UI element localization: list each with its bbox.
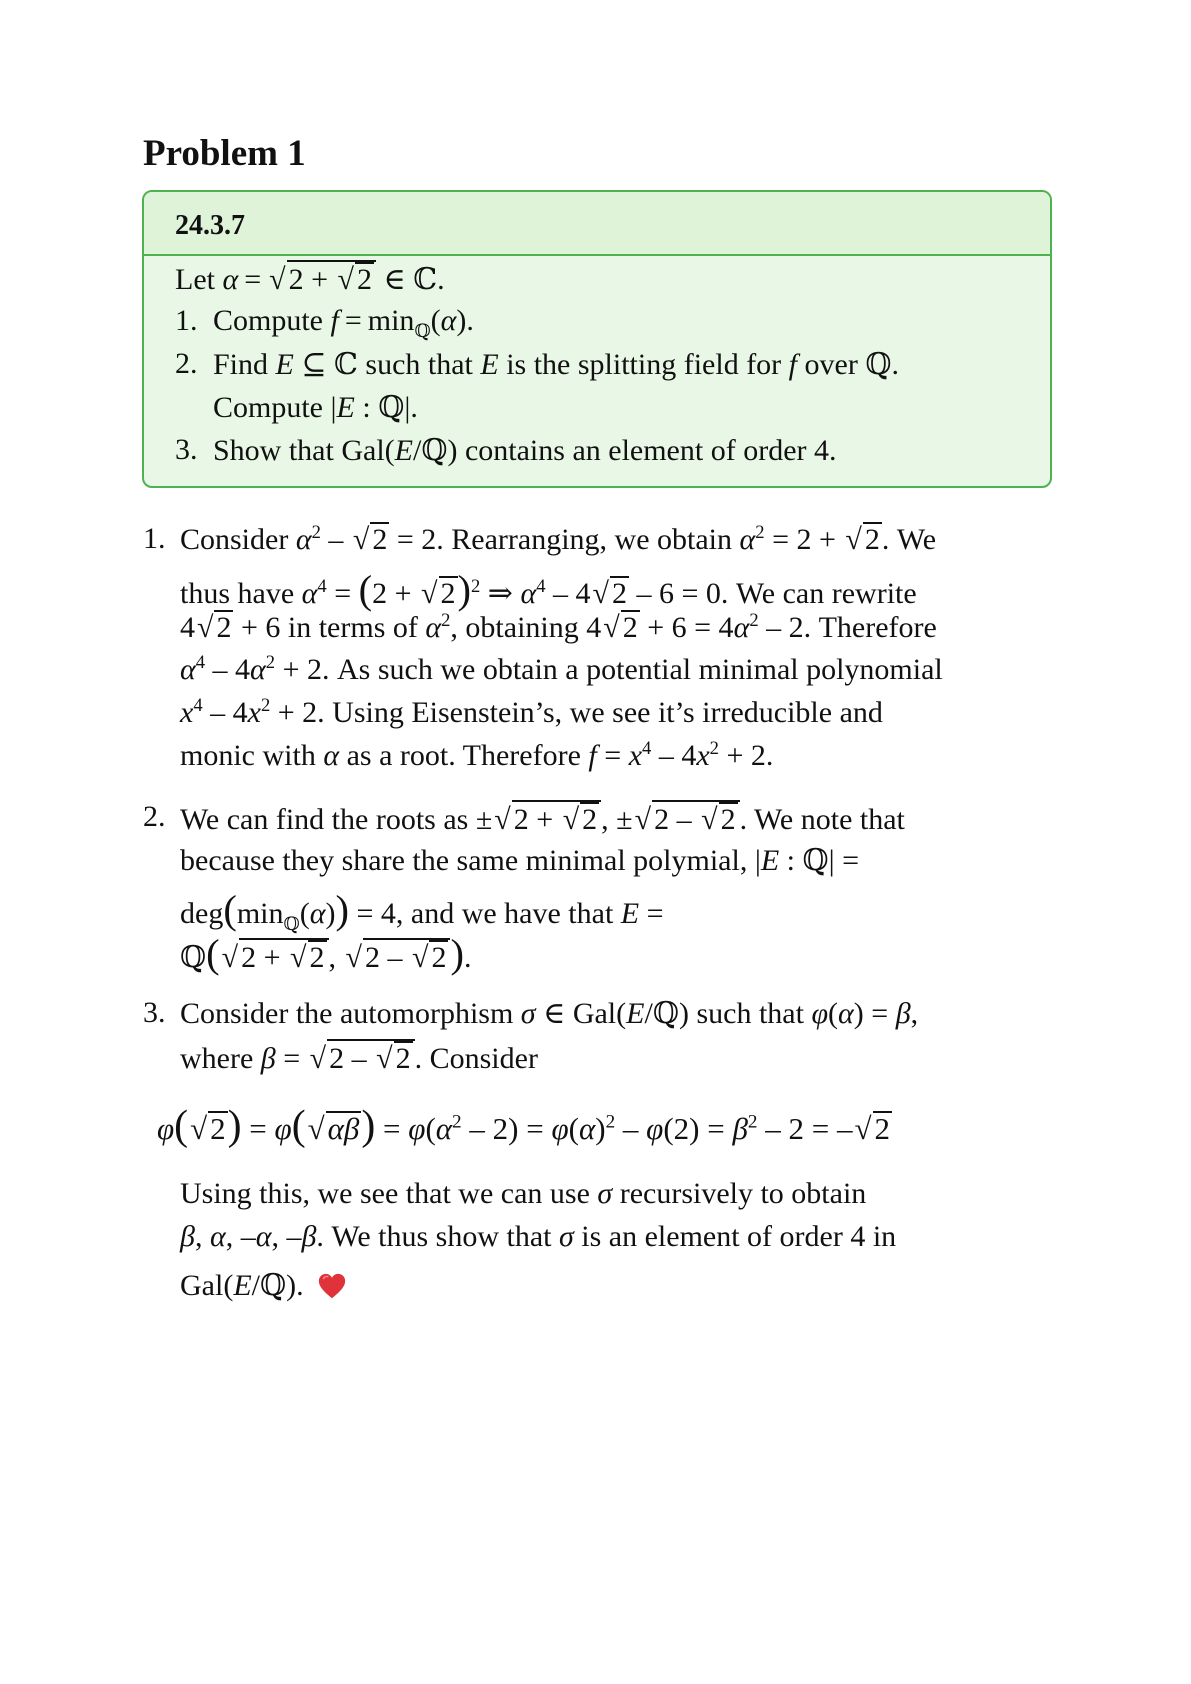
let-label: Let: [175, 263, 215, 296]
problem-box: [142, 190, 1052, 488]
problem-item: Compute $f = \min_ℚ(\alpha)$.: [213, 304, 474, 342]
answer-2-line: ℚ(√ 2 + √ 2 , √ 2 – √ 2).: [180, 931, 472, 976]
problem-statement: Let α = √ 2 + √ 2 ∈ ℂ.: [175, 262, 445, 297]
answer-2-line: We can find the roots as ±√ 2 + √ 2 , ±√ 2 – √ 2 . We note that: [180, 800, 905, 837]
problem-box-header: [144, 192, 1050, 256]
display-equation: $\varphi(√2) = \varphi(√\alpha\beta) = \varphi(\alpha^2 - 2) = \varphi(\alpha)^2 - \varphi(2) = \beta^2 - 2 = -√2$: [157, 1103, 891, 1149]
answer-1-line: thus have $\alpha^4 = (2$ + √ 2)$^2$ ⇒ $\alpha^4 - 4√$ 2 – 6 = 0. We can rewrite: [180, 567, 917, 612]
answer-2-line: $deg(\min_ℚ(\alpha)) = 4$, and we have that E =: [180, 887, 664, 935]
answer-3-line: Using this, we see that we can use σ recursively to obtain: [180, 1177, 867, 1210]
answer-1-line: monic with α as a root. Therefore $f = x^4 - 4x^2 + 2$.: [180, 738, 774, 772]
answer-number: 2.: [143, 800, 166, 833]
problem-item-number: 1.: [175, 304, 198, 337]
problem-item-continuation: Compute |E : ℚ|.: [213, 390, 418, 425]
answer-number: 3.: [143, 996, 166, 1029]
answer-3-line: Gal(E/ℚ).: [180, 1268, 347, 1303]
problem-item-number: 2.: [175, 347, 198, 380]
problem-item: Find E ⊆ ℂ such that E is the splitting field for f over ℚ.: [213, 347, 899, 382]
answer-1-line: Consider $\alpha^2$ – √ 2 = 2. Rearranging, we obtain $\alpha^2 = 2$ + √ 2. We: [180, 522, 937, 556]
answer-3-line: Consider the automorphism σ ∈ Gal(E/ℚ) such that φ(α) = β,: [180, 996, 919, 1031]
problem-id: 24.3.7: [175, 210, 245, 241]
answer-1-line: $x^4 - 4x^2 + 2$. Using Eisenstein’s, we see it’s irreducible and: [180, 695, 883, 729]
answer-2-line: because they share the same minimal polymial, |E : ℚ| =: [180, 843, 860, 878]
answer-number: 1.: [143, 522, 166, 555]
answer-1-line: 4√ 2 + 6 in terms of $\alpha^2$, obtaining 4√ $2 + 6 = 4\alpha^2 - 2$. Therefore: [180, 610, 937, 644]
heart-icon: [317, 1271, 347, 1301]
problem-item-number: 3.: [175, 433, 198, 466]
problem-item: Show that Gal(E/ℚ) contains an element of order 4.: [213, 433, 837, 468]
answer-3-line: β, α, –α, –β. We thus show that σ is an element of order 4 in: [180, 1220, 897, 1253]
answer-3-line: where β = √ 2 – √ 2 . Consider: [180, 1039, 538, 1076]
answer-1-line: $\alpha^4 - 4\alpha^2 + 2$. As such we obtain a potential minimal polynomial: [180, 652, 943, 686]
page-title: Problem 1: [143, 133, 306, 174]
